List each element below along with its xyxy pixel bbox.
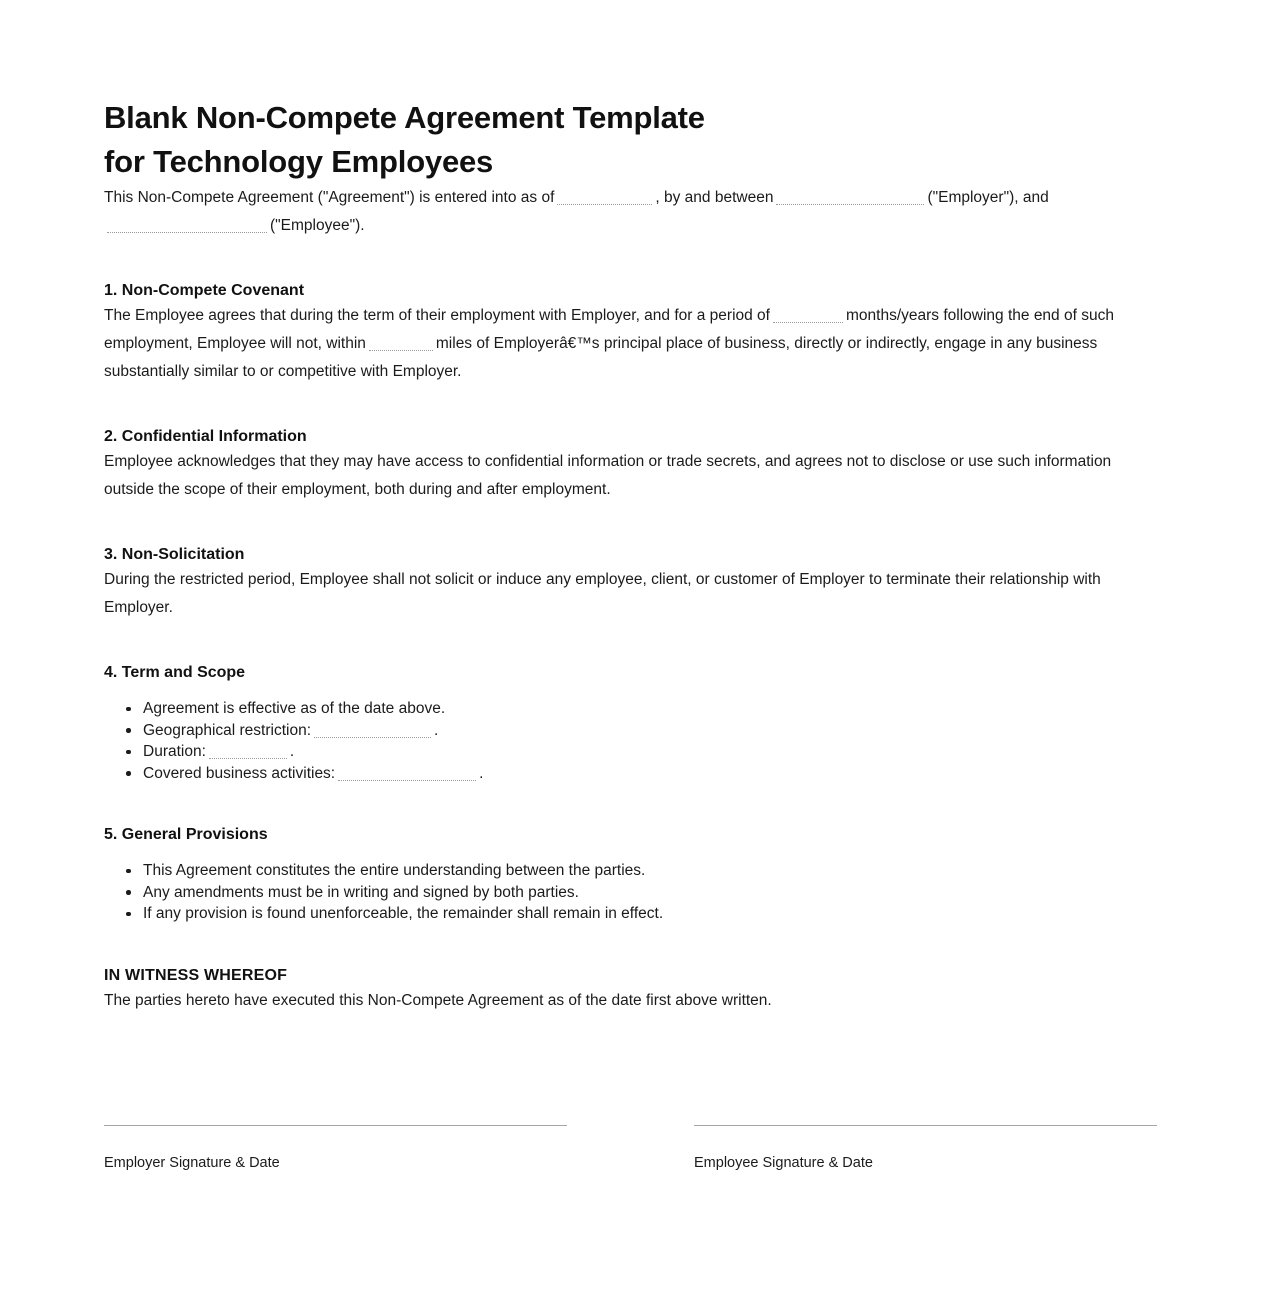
section-heading-2: 2. Confidential Information bbox=[104, 428, 307, 445]
date-blank[interactable] bbox=[557, 187, 652, 205]
list-item bbox=[126, 860, 1158, 882]
bullet-text: Agreement is effective as of the date above. bbox=[143, 700, 446, 717]
employer-signature-line[interactable] bbox=[104, 1125, 567, 1126]
geographical-restriction-blank[interactable] bbox=[314, 720, 431, 738]
signature-block bbox=[104, 1125, 1158, 1173]
intro-text-part-4: ("Employee"). bbox=[270, 217, 365, 234]
intro-text-part-3: ("Employer"), and bbox=[927, 189, 1049, 206]
list-item bbox=[126, 720, 1158, 742]
page-title bbox=[104, 0, 1158, 184]
list-item bbox=[126, 882, 1158, 904]
bullet-tail: . bbox=[434, 721, 439, 739]
section-1-text-part-3: miles of Employerâ€™s principal place of business, directly or indirectly, engage in any business substantially similar to or competitive with Employer. bbox=[104, 335, 1098, 380]
employer-signature-column bbox=[104, 1125, 567, 1173]
list-item bbox=[126, 741, 1158, 763]
bullet-label: Duration: bbox=[143, 743, 206, 760]
bullet-label: Covered business activities: bbox=[143, 764, 336, 782]
bullet-text: This Agreement constitutes the entire understanding between the parties. bbox=[143, 862, 646, 879]
section-heading-4: 4. Term and Scope bbox=[104, 664, 246, 681]
list-item bbox=[126, 698, 1158, 720]
bullet-text: If any provision is found unenforceable, the remainder shall remain in effect. bbox=[143, 905, 664, 922]
intro-paragraph bbox=[104, 184, 1158, 240]
page-title-line-1: Blank Non-Compete Agreement Template bbox=[104, 100, 705, 135]
employee-name-blank[interactable] bbox=[107, 215, 267, 233]
duration-blank[interactable] bbox=[209, 741, 287, 759]
period-blank[interactable] bbox=[773, 305, 843, 323]
intro-text-part-2: , by and between bbox=[655, 189, 774, 206]
section-1-text-part-2: months/years following the end of such employment, Employee will not, within bbox=[104, 307, 1114, 352]
bullet-tail: . bbox=[479, 764, 484, 782]
term-and-scope-list bbox=[104, 698, 1158, 784]
employer-signature-label: Employer Signature & Date bbox=[104, 1155, 280, 1171]
section-body-3: During the restricted period, Employee shall not solicit or induce any employee, client, or customer of Employer to terminate their relationship with Employer. bbox=[104, 571, 1101, 616]
bullet-label: Geographical restriction: bbox=[143, 721, 311, 739]
section-1-text-part-1: The Employee agrees that during the term of their employment with Employer, and for a period of bbox=[104, 307, 770, 324]
employee-signature-line[interactable] bbox=[694, 1125, 1157, 1126]
list-item bbox=[126, 903, 1158, 925]
miles-blank[interactable] bbox=[369, 333, 433, 351]
employer-name-blank[interactable] bbox=[776, 187, 924, 205]
document-content bbox=[104, 0, 1158, 1015]
section-heading-1: 1. Non-Compete Covenant bbox=[104, 282, 305, 299]
witness-body: The parties hereto have executed this Non-Compete Agreement as of the date first above written. bbox=[104, 991, 772, 1009]
employee-signature-label: Employee Signature & Date bbox=[694, 1155, 873, 1171]
section-body-1 bbox=[104, 302, 1158, 386]
bullet-text: Any amendments must be in writing and signed by both parties. bbox=[143, 883, 579, 901]
employee-signature-column bbox=[694, 1125, 1157, 1173]
section-heading-5: 5. General Provisions bbox=[104, 826, 268, 843]
list-item bbox=[126, 763, 1158, 785]
bullet-tail: . bbox=[289, 743, 295, 760]
section-body-2: Employee acknowledges that they may have access to confidential information or trade secrets, and agrees not to disclose or use such information outside the scope of their employment, both during and after employment. bbox=[104, 453, 1112, 498]
page-title-line-2: for Technology Employees bbox=[104, 144, 494, 179]
section-heading-3: 3. Non-Solicitation bbox=[104, 546, 245, 563]
covered-activities-blank[interactable] bbox=[338, 763, 476, 781]
general-provisions-list bbox=[104, 860, 1158, 925]
witness-heading: IN WITNESS WHEREOF bbox=[104, 966, 288, 984]
intro-text-part-1: This Non-Compete Agreement ("Agreement") is entered into as of bbox=[104, 189, 555, 206]
